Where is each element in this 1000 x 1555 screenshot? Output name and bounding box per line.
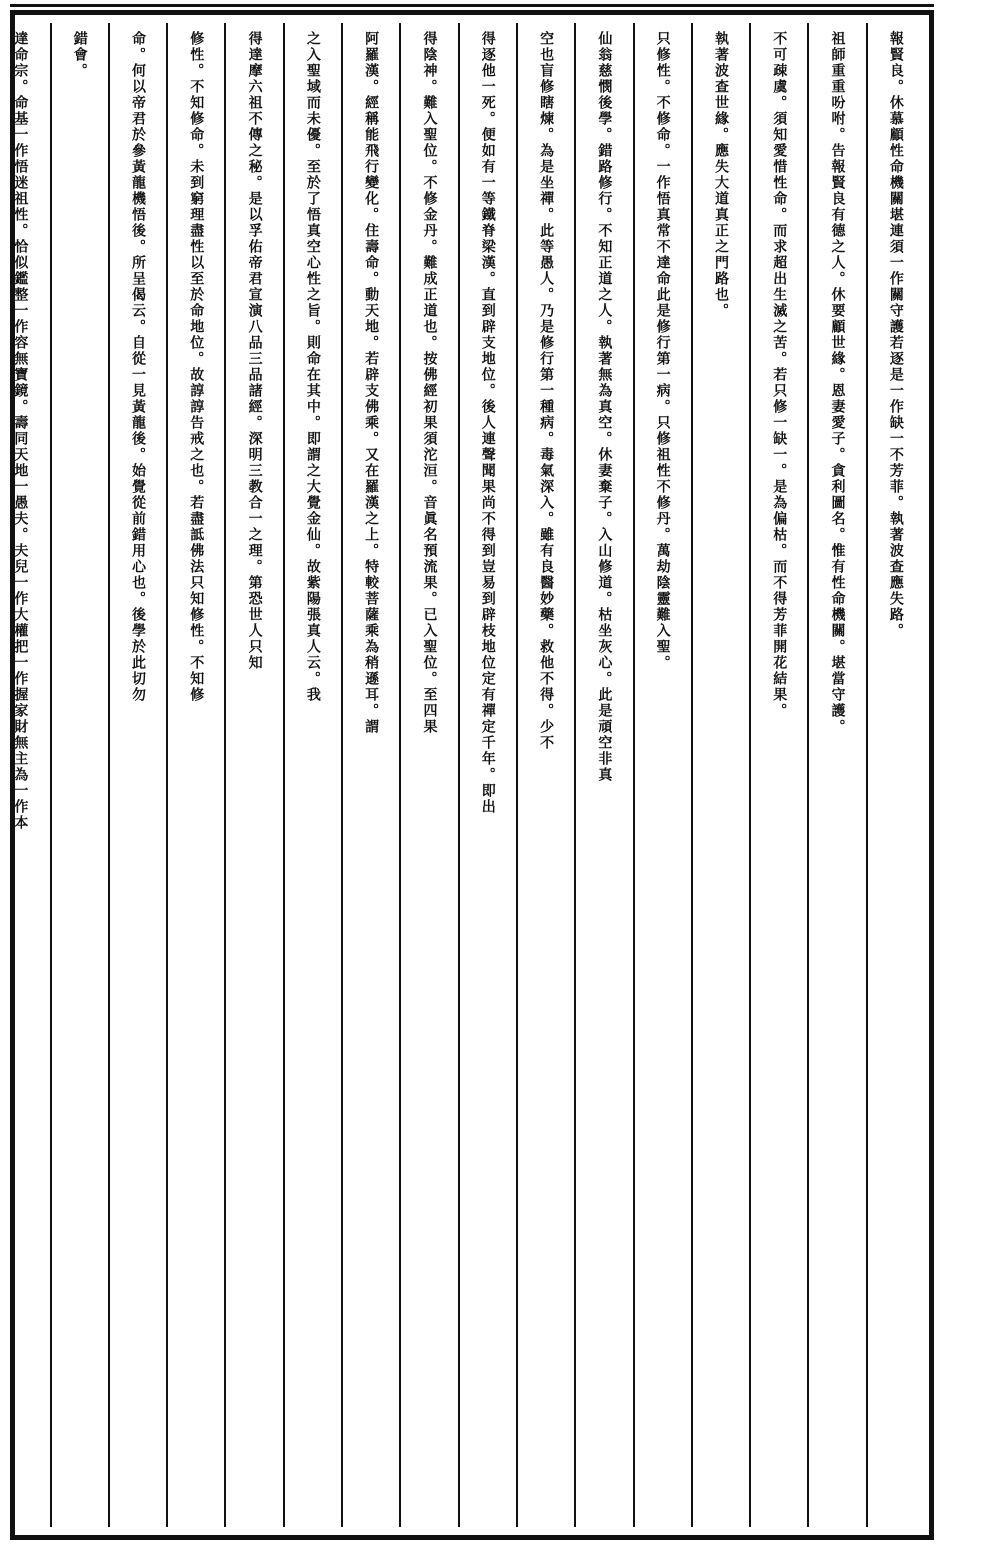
column-text: 報賢良。休慕顧性命機關堪連須一作關守護若逐是一作缺一不芳菲。執著波查應失路。 [887, 31, 904, 639]
column-text: 執著波查世緣。應失大道真正之門路也。 [712, 31, 729, 319]
column-text: 命。何以帝君於參黃龍機悟後。所呈偈云。自從一見黃龍後。始覺從前錯用心也。後學於此切勿 [129, 31, 146, 703]
text-column [0, 23, 50, 1527]
text-column [399, 23, 457, 1527]
text-column [50, 23, 108, 1527]
column-text: 得陰神。難入聖位。不修金丹。難成正道也。按佛經初果須沱洹。音眞名預流果。已入聖位。至四果 [421, 31, 438, 735]
text-column [458, 23, 516, 1527]
text-column [749, 23, 807, 1527]
text-page [10, 10, 934, 1540]
top-rule [10, 4, 934, 7]
column-text: 只修性。不修命。一作悟真常不達命此是修行第一病。只修祖性不修丹。萬劫陰靈難入聖。 [654, 31, 671, 671]
text-column [807, 23, 865, 1527]
text-column [341, 23, 399, 1527]
text-column [166, 23, 224, 1527]
column-text: 空也盲修瞎煉。為是坐禪。此等愚人。乃是修行第一種病。毒氣深入。雖有良醫妙藥。救他不得。少不 [538, 31, 555, 751]
text-column [691, 23, 749, 1527]
column-text: 得逐他一死。便如有一等鐵脊梁漢。直到辟支地位。後人連聲聞果尚不得到豈易到辟枝地位定有禪定千年。即出 [479, 31, 496, 815]
text-column [633, 23, 691, 1527]
column-text: 阿羅漢。經稱能飛行變化。住壽命。動天地。若辟支佛乘。又在羅漢之上。特較菩薩乘為稍遜耳。謂 [363, 31, 380, 735]
column-text: 仙翁慈憫後學。錯路修行。不知正道之人。執著無為真空。休妻棄子。入山修道。枯坐灰心。此是頑空非真 [596, 31, 613, 783]
column-text: 不可疎虞。須知愛惜性命。而求超出生滅之苦。若只修一缺一。是為偏枯。而不得芳菲開花結果。 [771, 31, 788, 719]
text-column [866, 23, 924, 1527]
text-column [516, 23, 574, 1527]
column-text: 修性。不知修命。未到窮理盡性以至於命地位。故諄諄告戒之也。若盡詆佛法只知修性。不知修 [188, 31, 205, 703]
column-text: 錯會。 [71, 31, 88, 79]
column-text: 得達摩六祖不傳之秘。是以孚佑帝君宣演八品三品諸經。深明三教合一之理。第恐世人只知 [246, 31, 263, 671]
text-column [108, 23, 166, 1527]
text-column [574, 23, 632, 1527]
column-text: 之入聖域而未優。至於了悟真空心性之旨。則命在其中。即謂之大覺金仙。故紫陽張真人云。我 [304, 31, 321, 703]
column-text: 達命宗。命基一作悟迷祖性。恰似鑑整一作容無寶鏡。壽同天地一愚夫。夫兒一作大權把一作握家財無主為一作本 [12, 31, 29, 831]
text-column [224, 23, 282, 1527]
column-grid [12, 23, 924, 1527]
text-column [283, 23, 341, 1527]
column-text: 祖師重重吩咐。告報賢良有德之人。休要顧世緣。恩妻愛子。貪利圖名。惟有性命機關。堪當守護。 [829, 31, 846, 735]
